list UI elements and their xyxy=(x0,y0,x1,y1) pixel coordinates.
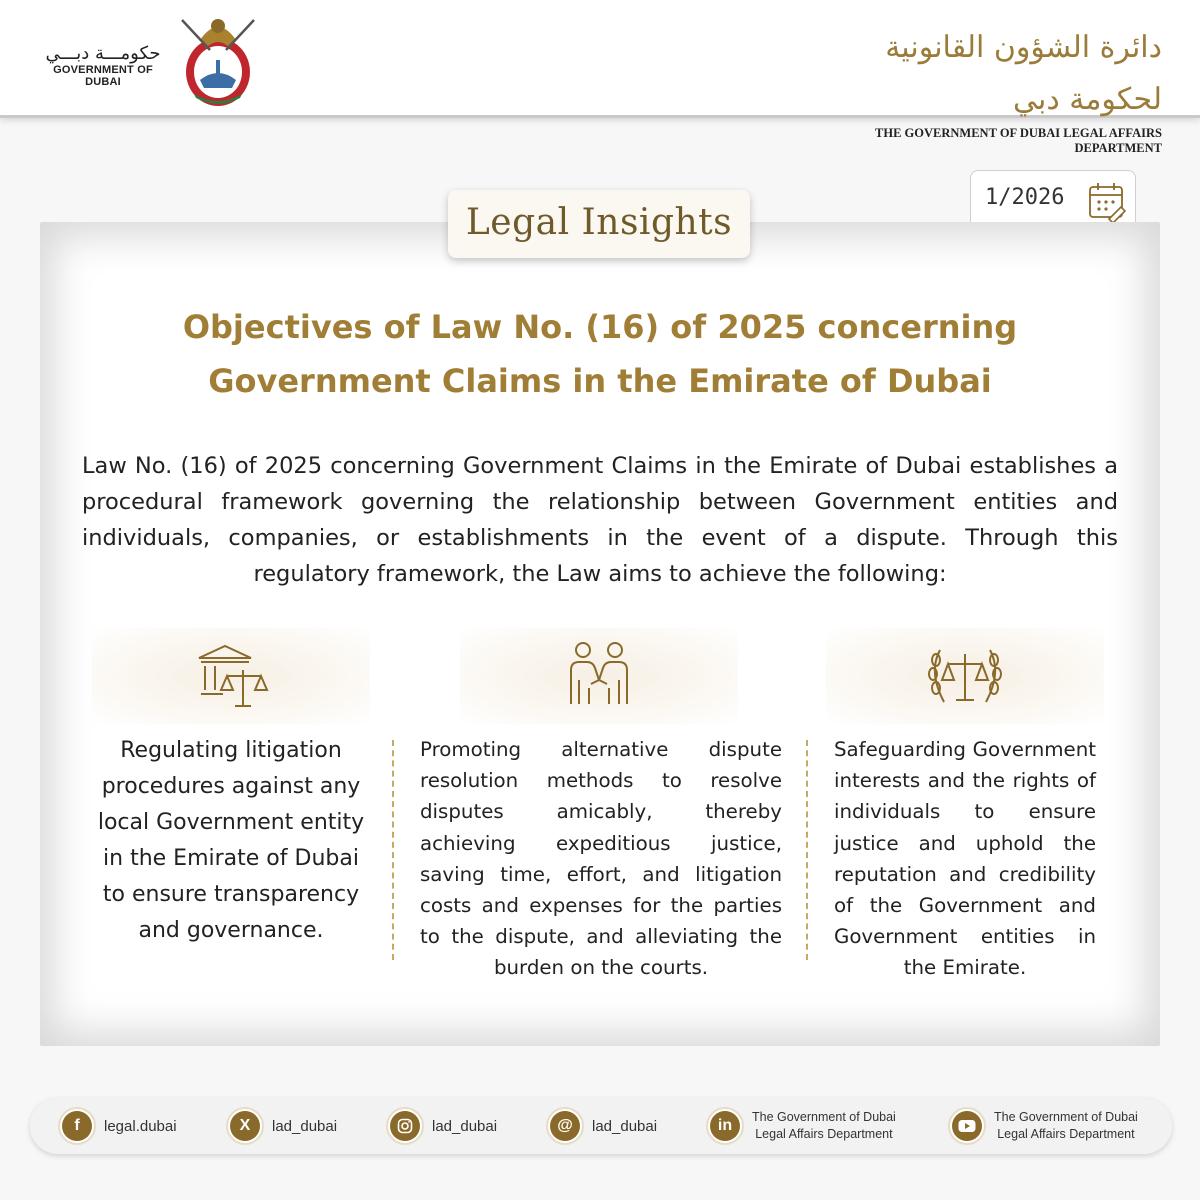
title-line-2: Government Claims in the Emirate of Dubai xyxy=(208,362,992,400)
objective-icon-band-3 xyxy=(826,628,1104,724)
social-link-threads[interactable] xyxy=(546,1106,657,1146)
issue-number: 1/2026 xyxy=(985,185,1065,210)
badge-label: Legal Insights xyxy=(465,202,733,243)
facebook-icon: f xyxy=(62,1111,92,1141)
x-handle: lad_dubai xyxy=(272,1117,338,1135)
social-link-instagram[interactable] xyxy=(386,1106,497,1146)
social-link-youtube[interactable] xyxy=(948,1106,1138,1146)
youtube-label-line2: Legal Affairs Department xyxy=(997,1127,1135,1141)
column-divider-2 xyxy=(806,740,808,960)
government-of-dubai-logo xyxy=(38,44,168,88)
gov-logo-english: GOVERNMENT OF DUBAI xyxy=(53,64,153,88)
youtube-label-line1: The Government of Dubai xyxy=(994,1110,1138,1124)
lad-logo-english: THE GOVERNMENT OF DUBAI LEGAL AFFAIRS DEPARTMENT xyxy=(875,126,1162,155)
legal-insights-badge xyxy=(448,190,750,258)
intro-paragraph: Law No. (16) of 2025 concerning Government Claims in the Emirate of Dubai establishes a procedural framework governing the relationship between Government entities and individuals, companies, or establishments in the event of a dispute. Through this regulatory framework, the Law aims to achieve the following: xyxy=(82,453,1118,587)
column-divider-1 xyxy=(392,740,394,960)
social-link-facebook[interactable] xyxy=(58,1106,177,1146)
dubai-emblem-icon xyxy=(170,10,266,110)
objective-text-1: Regulating litigation procedures against any local Government entity in the Emirate of Dubai to ensure transparency and governance. xyxy=(97,738,365,943)
page-title xyxy=(60,300,1140,408)
threads-icon: @ xyxy=(550,1111,580,1141)
linkedin-label-line1: The Government of Dubai xyxy=(752,1110,896,1124)
social-link-x[interactable] xyxy=(226,1106,337,1146)
calendar-edit-icon xyxy=(1087,181,1127,223)
objective-icon-band-1 xyxy=(92,628,370,724)
gov-logo-arabic: حكومـــة دبـــي xyxy=(45,43,161,64)
youtube-label xyxy=(994,1109,1138,1143)
title-line-1: Objectives of Law No. (16) of 2025 concerning xyxy=(182,308,1018,346)
instagram-handle: lad_dubai xyxy=(432,1117,498,1135)
social-link-linkedin[interactable] xyxy=(706,1106,896,1146)
facebook-handle: legal.dubai xyxy=(104,1117,177,1135)
x-icon: X xyxy=(230,1111,260,1141)
header-bar xyxy=(0,0,1200,155)
youtube-icon xyxy=(952,1111,982,1141)
social-footer xyxy=(30,1098,1172,1154)
handshake-people-icon xyxy=(565,640,633,712)
courthouse-scales-icon xyxy=(193,640,269,712)
laurel-scales-icon xyxy=(924,642,1006,710)
linkedin-label-line2: Legal Affairs Department xyxy=(755,1127,893,1141)
objective-text-2: Promoting alternative dispute resolution methods to resolve disputes amicably, thereby achieving expeditious justice, saving time, effort, and litigation costs and expenses for the parties to the dispute, and alleviating the burden on the courts. xyxy=(420,738,782,980)
legal-affairs-department-logo xyxy=(802,22,1162,156)
lad-logo-arabic: دائرة الشؤون القانونية لحكومة دبي xyxy=(885,30,1162,117)
linkedin-icon: in xyxy=(710,1111,740,1141)
instagram-icon xyxy=(390,1111,420,1141)
objective-icon-band-2 xyxy=(460,628,738,724)
threads-handle: lad_dubai xyxy=(592,1117,658,1135)
linkedin-label xyxy=(752,1109,896,1143)
objective-text-3: Safeguarding Government interests and the rights of individuals to ensure justice and uphold the reputation and credibility of the Government and Government entities in the Emirate. xyxy=(834,738,1096,980)
